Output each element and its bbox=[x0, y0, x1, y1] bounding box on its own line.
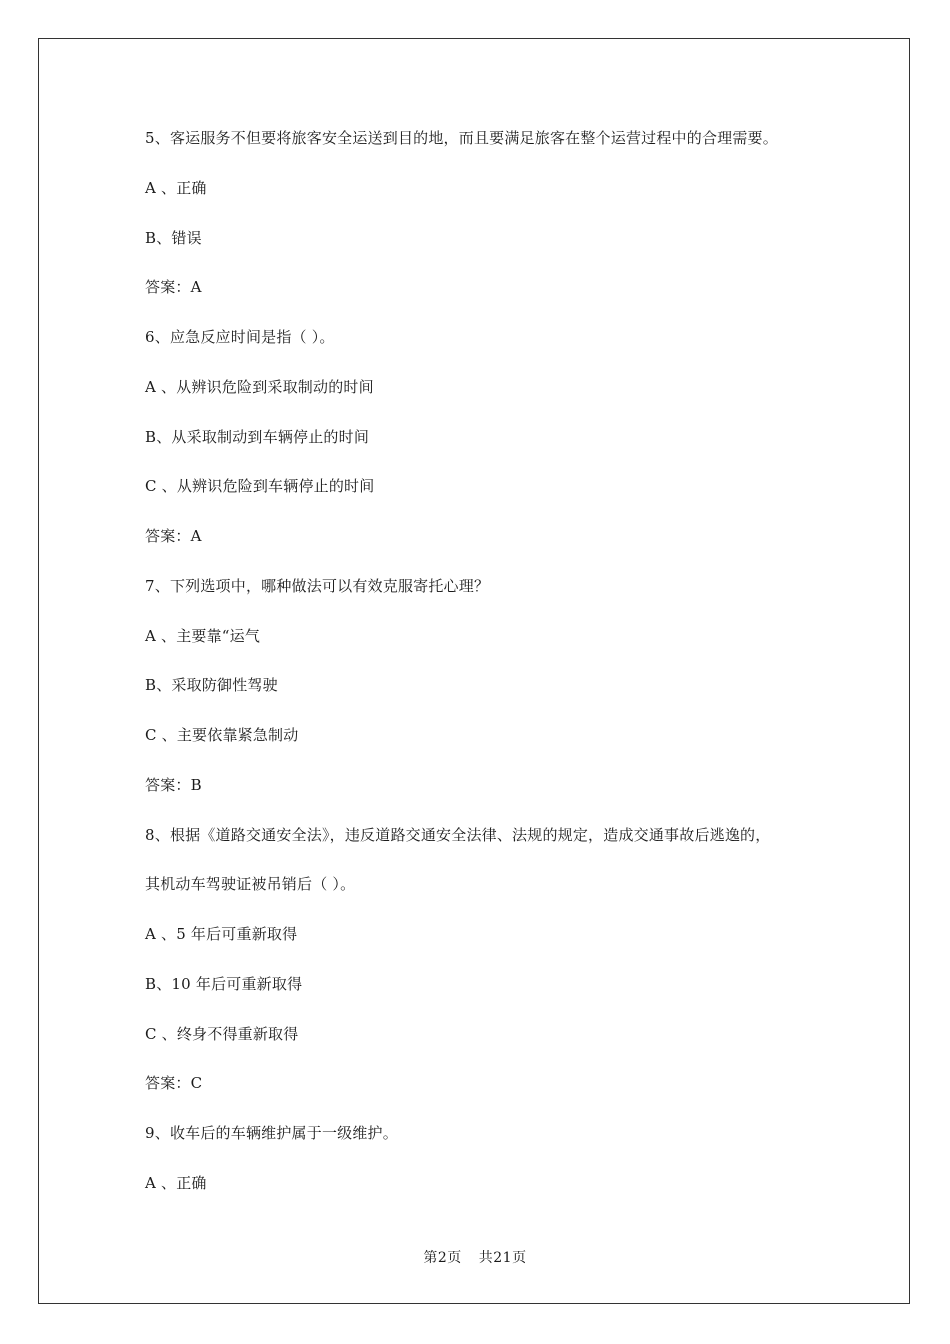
answer-8: 答案：C bbox=[145, 1074, 203, 1093]
document-body bbox=[145, 126, 845, 1221]
option-5a: A 、正确 bbox=[145, 178, 207, 197]
option-7c: C 、主要依靠紧急制动 bbox=[145, 726, 299, 744]
question-8-line-2: 其机动车驾驶证被吊销后（ ）。 bbox=[145, 875, 356, 894]
question-6: 6、应急反应时间是指（ ）。 bbox=[145, 328, 335, 346]
page-total: 共21页 bbox=[478, 1250, 527, 1266]
question-8-line-1: 8、根据《道路交通安全法》，违反道路交通安全法律、法规的规定，造成交通事故后逃逸的， bbox=[145, 825, 771, 844]
option-8a: A 、5 年后可重新取得 bbox=[145, 925, 298, 943]
question-7: 7、下列选项中，哪种做法可以有效克服寄托心理？ bbox=[145, 576, 490, 595]
option-9a: A 、正确 bbox=[145, 1173, 207, 1192]
option-6b: B、从采取制动到车辆停止的时间 bbox=[145, 427, 370, 446]
question-5: 5、客运服务不但要将旅客安全运送到目的地，而且要满足旅客在整个运营过程中的合理需要。 bbox=[145, 129, 778, 147]
page-footer bbox=[0, 1247, 950, 1267]
option-7b: B、采取防御性驾驶 bbox=[145, 676, 278, 695]
answer-5: 答案：A bbox=[145, 278, 202, 297]
option-8b: B、10 年后可重新取得 bbox=[145, 974, 303, 993]
option-8c: C 、终身不得重新取得 bbox=[145, 1024, 299, 1043]
option-6c: C 、从辨识危险到车辆停止的时间 bbox=[145, 477, 375, 496]
answer-6: 答案：A bbox=[145, 527, 202, 545]
option-5b: B、错误 bbox=[145, 228, 202, 247]
question-9: 9、收车后的车辆维护属于一级维护。 bbox=[145, 1124, 398, 1142]
option-6a: A 、从辨识危险到采取制动的时间 bbox=[145, 377, 374, 396]
option-7a: A 、主要靠“运气 bbox=[145, 626, 261, 645]
page-number: 第2页 bbox=[423, 1250, 462, 1266]
answer-7: 答案：B bbox=[145, 775, 202, 794]
